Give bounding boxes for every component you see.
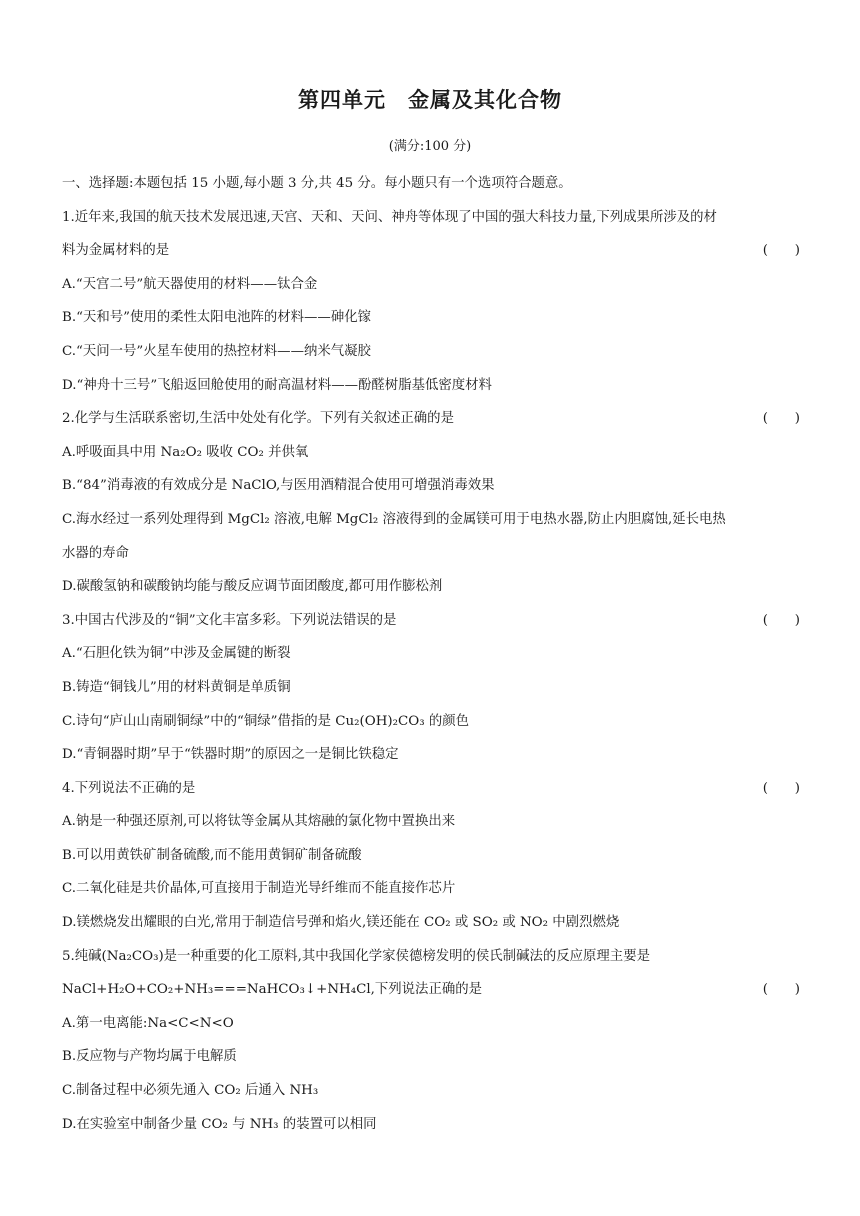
text-line: [62, 839, 802, 873]
answer-bracket: ( ): [762, 982, 800, 998]
line-text: C.诗句“庐山山南刷铜绿”中的“铜绿”借指的是 Cu₂(OH)₂CO₃ 的颜色: [62, 713, 470, 729]
line-text: D.碳酸氢钠和碳酸钠均能与酸反应调节面团酸度,都可用作膨松剂: [62, 579, 443, 595]
line-text: A.“天宫二号”航天器使用的材料——钛合金: [62, 276, 318, 292]
page-title: 第四单元 金属及其化合物: [298, 88, 562, 112]
text-line: [62, 503, 802, 537]
line-text: B.铸造“铜钱儿”用的材料黄铜是单质铜: [62, 679, 291, 695]
text-line: [62, 805, 802, 839]
line-text: A.呼吸面具中用 Na₂O₂ 吸收 CO₂ 并供氧: [62, 444, 309, 460]
line-text: B.“天和号”使用的柔性太阳电池阵的材料——砷化镓: [62, 310, 371, 326]
text-line: [62, 436, 802, 470]
line-text: 一、选择题:本题包括 15 小题,每小题 3 分,共 45 分。每小题只有一个选项符合题意。: [62, 176, 572, 191]
line-text: A.钠是一种强还原剂,可以将钛等金属从其熔融的氯化物中置换出来: [62, 814, 456, 830]
text-line: [62, 738, 802, 772]
line-text: C.二氧化硅是共价晶体,可直接用于制造光导纤维而不能直接作芯片: [62, 881, 456, 897]
line-text: D.“神舟十三号”飞船返回舱使用的耐高温材料——酚醛树脂基低密度材料: [62, 377, 492, 393]
line-text: 3.中国古代涉及的“铜”文化丰富多彩。下列说法错误的是: [62, 612, 397, 628]
text-line: [62, 1007, 802, 1041]
text-line: [62, 301, 802, 335]
text-line: [62, 705, 802, 739]
line-text: 5.纯碱(Na₂CO₃)是一种重要的化工原料,其中我国化学家侯德榜发明的侯氏制碱法的反应原理主要是: [62, 948, 650, 964]
answer-bracket: ( ): [762, 411, 800, 427]
line-text: C.海水经过一系列处理得到 MgCl₂ 溶液,电解 MgCl₂ 溶液得到的金属镁可用于电热水器,防止内胆腐蚀,延长电热: [62, 511, 726, 527]
text-line: [62, 1040, 802, 1074]
text-line: [62, 369, 802, 403]
line-text: C.制备过程中必须先通入 CO₂ 后通入 NH₃: [62, 1083, 319, 1099]
text-line: [62, 1108, 802, 1142]
text-line: [62, 402, 802, 436]
line-text: B.“84”消毒液的有效成分是 NaClO,与医用酒精混合使用可增强消毒效果: [62, 478, 495, 494]
text-line: [62, 872, 802, 906]
text-line: [62, 637, 802, 671]
line-text: NaCl+H₂O+CO₂+NH₃===NaHCO₃↓+NH₄Cl,下列说法正确的是: [62, 982, 483, 998]
text-line: [62, 234, 802, 268]
text-line: [62, 940, 802, 974]
answer-bracket: ( ): [762, 243, 800, 259]
line-text: D.在实验室中制备少量 CO₂ 与 NH₃ 的装置可以相同: [62, 1116, 377, 1132]
line-text: D.镁燃烧发出耀眼的白光,常用于制造信号弹和焰火,镁还能在 CO₂ 或 SO₂ 或 NO₂ 中剧烈燃烧: [62, 915, 620, 931]
line-text: C.“天问一号”火星车使用的热控材料——纳米气凝胶: [62, 343, 371, 359]
text-line: [62, 335, 802, 369]
answer-bracket: ( ): [762, 780, 800, 796]
text-line: [62, 906, 802, 940]
line-text: D.“青铜器时期”早于“铁器时期”的原因之一是铜比铁稳定: [62, 747, 399, 763]
line-text: A.“石胆化铁为铜”中涉及金属键的断裂: [62, 646, 291, 662]
line-text: A.第一电离能:Na<C<N<O: [62, 1015, 234, 1031]
text-line: [62, 268, 802, 302]
text-line: [62, 604, 802, 638]
text-line: [62, 537, 802, 571]
line-text: B.反应物与产物均属于电解质: [62, 1049, 237, 1065]
text-line: [62, 570, 802, 604]
score-note: (满分:100 分): [388, 139, 472, 154]
text-line: [62, 772, 802, 806]
text-line: [62, 671, 802, 705]
answer-bracket: ( ): [762, 612, 800, 628]
text-line: [62, 469, 802, 503]
line-text: B.可以用黄铁矿制备硫酸,而不能用黄铜矿制备硫酸: [62, 847, 362, 863]
line-text: 料为金属材料的是: [62, 243, 170, 259]
line-text: 4.下列说法不正确的是: [62, 780, 196, 796]
text-line: [62, 973, 802, 1007]
text-line: [62, 1074, 802, 1108]
text-line: [62, 167, 802, 201]
line-text: 1.近年来,我国的航天技术发展迅速,天宫、天和、天问、神舟等体现了中国的强大科技力量,下列成果所涉及的材: [62, 209, 717, 225]
line-text: 2.化学与生活联系密切,生活中处处有化学。下列有关叙述正确的是: [62, 411, 454, 427]
text-line: [62, 201, 802, 235]
question-content: [62, 167, 802, 1141]
line-text: 水器的寿命: [62, 545, 129, 561]
